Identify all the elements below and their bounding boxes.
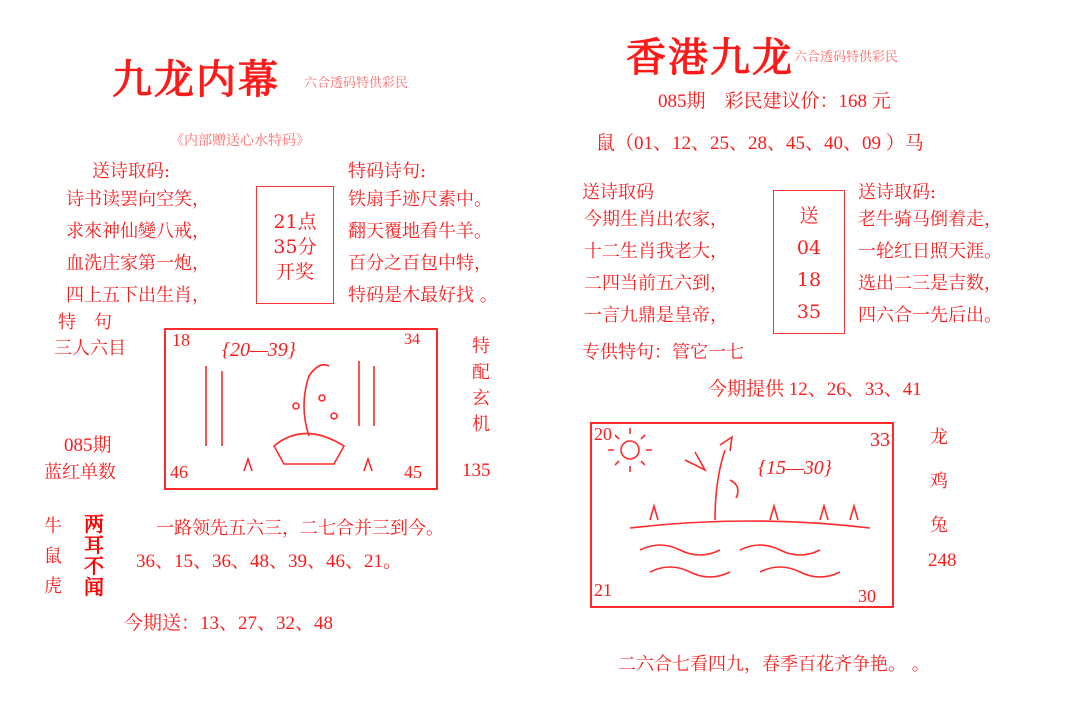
left-side-chars xyxy=(472,334,490,438)
side-char: 兔 xyxy=(930,515,948,536)
side-char: 配 xyxy=(472,362,490,383)
right-title-tag: 六合透码特供彩民 xyxy=(794,50,899,65)
left-subtitle: 《内部赠送心水特码》 xyxy=(170,133,310,149)
stamp-char: 闻 xyxy=(84,575,104,599)
poem-line: 四上五下出生肖， xyxy=(66,285,210,306)
zodiac-char: 虎 xyxy=(44,576,62,597)
poem-line: 诗书读罢向空笑， xyxy=(66,189,210,210)
left-period: 085期 xyxy=(64,435,112,456)
sketch-corner-tr: 34 xyxy=(404,331,420,348)
poem-line: 翻天覆地看牛羊。 xyxy=(348,221,492,242)
sketch-corner-br: 30 xyxy=(858,586,876,606)
zodiac-char: 牛 xyxy=(44,516,62,537)
poem-line: 铁扇手迹尺素中。 xyxy=(348,189,492,210)
poem-line: 二四当前五六到， xyxy=(584,273,728,294)
poem-line: 四六合一先后出。 xyxy=(858,305,1002,326)
left-zodiac xyxy=(44,512,62,602)
side-char: 玄 xyxy=(472,388,490,409)
left-poem-left xyxy=(66,184,210,312)
right-poem-left-head: 送诗取码 xyxy=(582,182,654,203)
sketch-corner-bl: 21 xyxy=(594,580,612,600)
left-poem-right xyxy=(348,184,498,312)
sketch-corner-bl: 46 xyxy=(170,462,188,482)
left-time-box-text xyxy=(260,210,330,285)
poem-line: 今期生肖出农家， xyxy=(584,209,728,230)
poem-line: 老牛骑马倒着走， xyxy=(858,209,1002,230)
left-riddle: 三人六目 xyxy=(54,338,126,359)
stamp-char: 两 xyxy=(84,512,104,536)
left-riddle-head: 特 句 xyxy=(58,312,112,333)
right-rat-line: 鼠（01、12、25、28、45、40、09 ）马 xyxy=(596,133,924,154)
box-line: 04 xyxy=(796,237,822,259)
poem-line: 一言九鼎是皇帝， xyxy=(584,305,728,326)
poem-line: 求來神仙變八戒， xyxy=(66,221,210,242)
right-title: 香港九龙 xyxy=(626,34,794,81)
right-special: 专供特句：管它一七 xyxy=(582,342,744,363)
sun-icon xyxy=(608,428,652,472)
sketch-corner-br: 45 xyxy=(404,462,422,482)
right-sketch xyxy=(590,420,892,608)
right-poem-left xyxy=(584,204,728,332)
sketch-range: {15—30} xyxy=(758,457,832,479)
right-poem-right xyxy=(858,204,1002,332)
side-char: 鸡 xyxy=(930,471,948,492)
right-footer: 二六合七看四九，春季百花齐争艳。 。 xyxy=(618,654,930,675)
right-side-number: 248 xyxy=(928,550,957,571)
poem-line: 一轮红日照天涯。 xyxy=(858,241,1002,262)
right-provide: 今期提供 12、26、33、41 xyxy=(708,379,922,400)
left-not-listen xyxy=(84,514,104,598)
poem-line: 十二生肖我老大， xyxy=(584,241,728,262)
right-side-chars xyxy=(930,416,948,548)
left-side-number: 135 xyxy=(462,460,491,481)
left-title-tag: 六合透码特供彩民 xyxy=(304,76,409,91)
left-color-hint: 蓝红单数 xyxy=(44,462,116,483)
right-send-box-text xyxy=(775,200,843,328)
side-char: 特 xyxy=(472,336,490,357)
poem-line: 特码是木最好找 。 xyxy=(348,285,498,306)
sketch-corner-tr: 33 xyxy=(870,429,890,451)
box-line: 21点 xyxy=(273,211,317,233)
left-verse: 一路领先五六三，二七合并三到今。 xyxy=(156,518,444,539)
box-line: 18 xyxy=(796,269,822,291)
left-title: 九龙内幕 xyxy=(112,56,280,103)
left-poem-right-head: 特码诗句: xyxy=(348,161,427,182)
left-sketch xyxy=(164,326,438,490)
box-line: 送 xyxy=(799,205,819,227)
poem-line: 血洗庄家第一炮， xyxy=(66,253,210,274)
poem-line: 百分之百包中特， xyxy=(348,253,492,274)
left-send: 今期送：13、27、32、48 xyxy=(124,613,334,634)
stamp-char: 不 xyxy=(84,554,104,578)
side-char: 机 xyxy=(472,414,490,435)
flower-landscape-icon xyxy=(630,437,870,577)
left-numbers: 36、15、36、48、39、46、21。 xyxy=(136,551,403,572)
side-char: 龙 xyxy=(930,427,948,448)
stamp-char: 耳 xyxy=(84,533,104,557)
sketch-range: {20—39} xyxy=(222,339,296,361)
right-poem-right-head: 送诗取码: xyxy=(858,182,937,203)
sketch-corner-tl: 18 xyxy=(172,330,190,350)
zodiac-char: 鼠 xyxy=(44,546,62,567)
box-line: 35 xyxy=(796,301,822,323)
box-line: 35分 xyxy=(273,236,317,258)
left-poem-left-head: 送诗取码: xyxy=(92,161,171,182)
flower-pot-icon xyxy=(206,361,374,471)
sketch-corner-tl: 20 xyxy=(594,424,612,444)
poem-line: 选出二三是吉数， xyxy=(858,273,1002,294)
box-line: 开奖 xyxy=(275,261,314,283)
right-price-line: 085期 彩民建议价：168 元 xyxy=(658,91,891,112)
